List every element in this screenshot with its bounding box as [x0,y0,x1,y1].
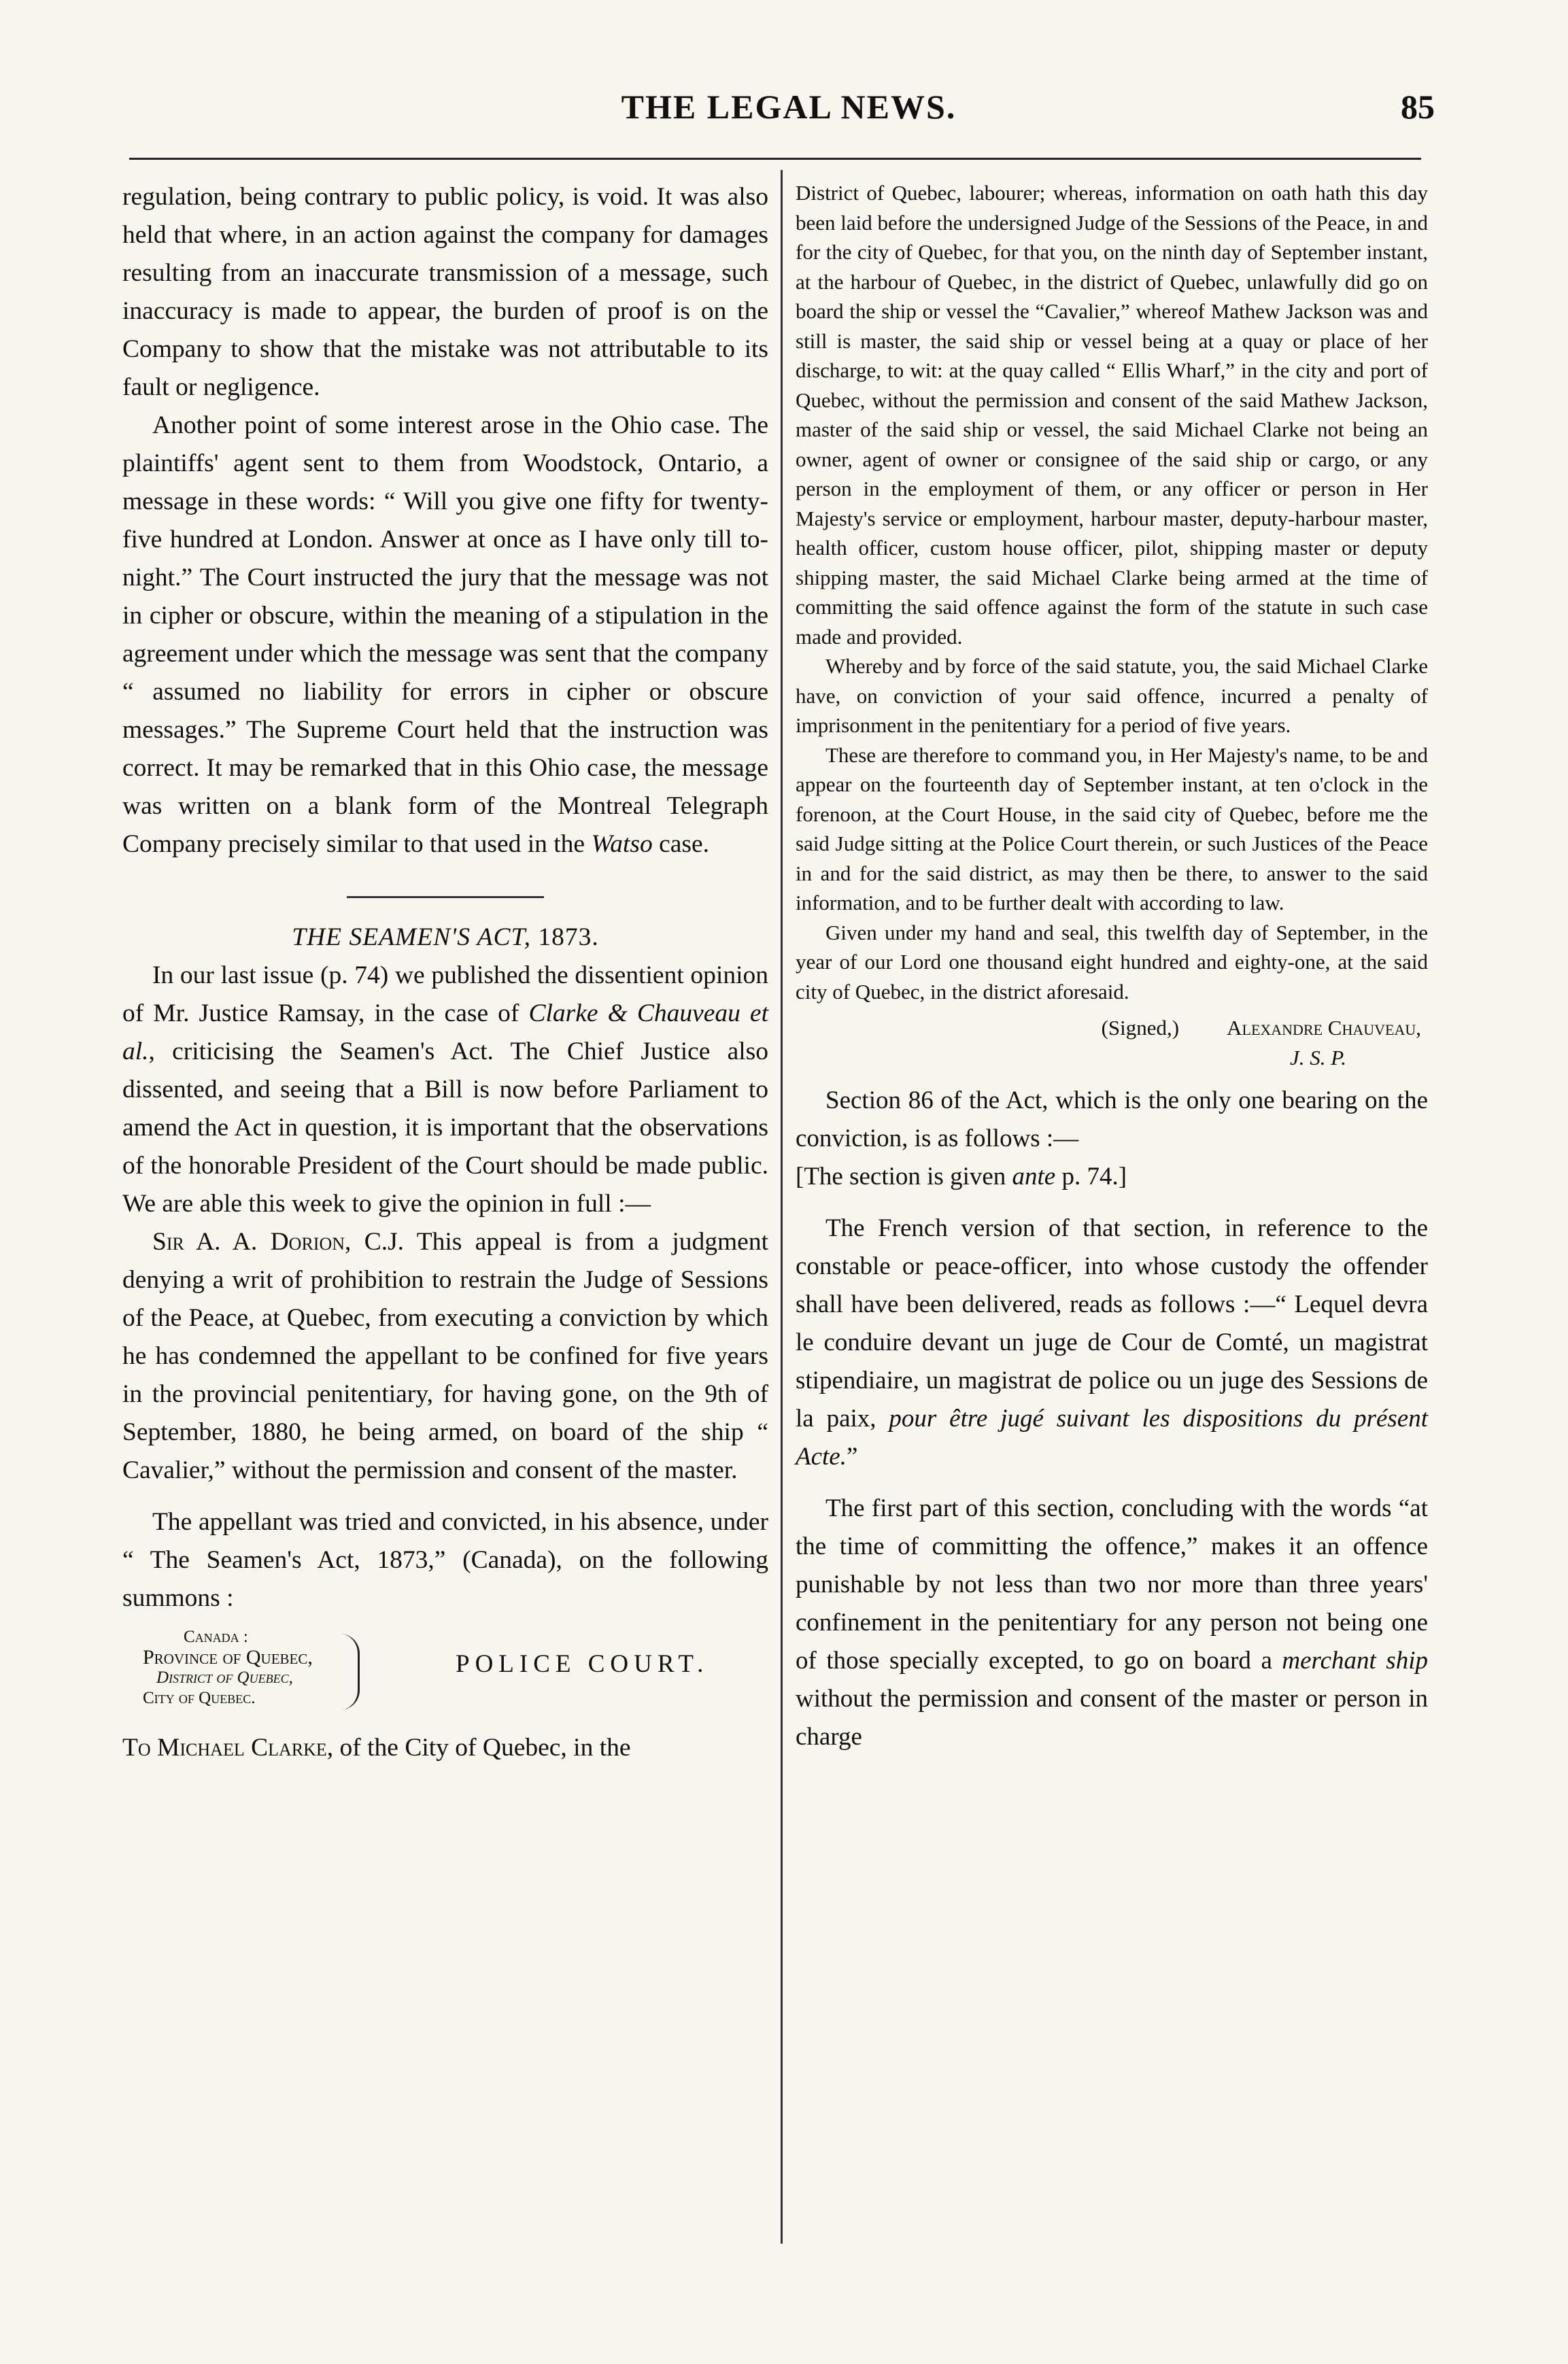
paragraph: Given under my hand and seal, this twelfth day of September, in the year of our Lord one thousand eight hundred and eighty-one, at the said city of Quebec, in the district aforesaid. [796,920,1428,1004]
paragraph: These are therefore to command you, in Her Majesty's name, to be and appear on the fourteenth day of September instant, at ten o'clock in the forenoon, at the Court House, in the said city of Quebec, before me the said Judge sitting at the Police Court therein, or such Justices of the Peace in and for the said district, as may then be there, to answer to the said information, and to be further dealt with according to law. [796,742,1428,914]
quotation-italic: pour être jugé suivant les dispositions du présent Acte. [796,1405,1428,1471]
signatory: Alexandre Chauveau, [1227,1016,1421,1040]
paragraph: The French version of that section, in reference to the constable or peace-officer, into whose custody the offender shall have been delivered, reads as follows :—“ Lequel devra le conduire devant un juge de Cour de Comté, un magistrat stipendiaire, un magistrat de police ou un juge des Sessions de la paix, pour être jugé suivant les dispositions du présent Acte.” [796,1214,1428,1471]
journal-title: THE LEGAL NEWS. [621,88,957,126]
caption-jurisdiction: Canada : Province of Quebec, District of Quebec, City of Quebec. [143,1628,313,1707]
right-column [796,178,1428,1756]
case-name: Clarke & Chauveau et al. [122,999,768,1065]
paragraph: Another point of some interest arose in the Ohio case. The plaintiffs' agent sent to them from Woodstock, Ontario, a message in these words: “ Will you give one fifty for twenty-five hundred at London. Answer at once as I have only till to-night.” The Court instructed the jury that the message was not in cipher or obscure, within the meaning of a stipulation in the agreement under which the message was sent that the company “ assumed no liability for errors in cipher or obscure messages.” The Supreme Court held that the instruction was correct. It may be remarked that in this Ohio case, the message was written on a blank form of the Montreal Telegraph Company precisely similar to that used in the Watso case. [122,411,768,858]
page-header [122,80,1455,141]
bracket-note: [The section is given ante p. 74.] [796,1163,1127,1190]
header-rule [129,158,1421,160]
column-divider [781,170,783,2244]
case-name: Watso [591,830,653,858]
summons-caption [122,1627,768,1729]
brace [340,1634,360,1710]
addressee-line: To Michael Clarke, of the City of Quebec, in the [122,1734,631,1762]
signature-line: (Signed,) Alexandre Chauveau, [1101,1016,1421,1040]
court-name: POLICE COURT. [456,1650,709,1678]
signatory-title: J. S. P. [1290,1045,1346,1069]
page-number: 85 [1401,88,1435,126]
paragraph: The first part of this section, concluding with the words “at the time of committing the offence,” makes it an offence punishable by not less than two nor more than three years' confinement in the penitentiary for any person not being one of those specially excepted, to go on board a merchant ship without the permission and consent of the master or person in charge [796,1494,1428,1751]
paragraph: The appellant was tried and convicted, in his absence, under “ The Seamen's Act, 1873,” (Canada), on the following summons : [122,1508,768,1612]
paragraph: Sir A. A. Dorion, C.J. This appeal is from a judgment denying a writ of prohibition to restrain the Judge of Sessions of the Peace, at Quebec, from executing a conviction by which he has condemned the appellant to be confined for five years in the provincial penitentiary, for having gone, on the 9th of September, 1880, he being armed, on board of the ship “ Cavalier,” without the permission and consent of the master. [122,1228,768,1484]
paragraph: regulation, being contrary to public policy, is void. It was also held that where, in an action against the company for damages resulting from an inaccurate transmission of a message, such inaccuracy is made to appear, the burden of proof is on the Company to show that the mistake was not attributable to its fault or negligence. [122,183,768,401]
summons-text [796,178,1428,1072]
paragraph: Whereby and by force of the said statute, you, the said Michael Clarke have, on conviction of your said offence, incurred a penalty of imprisonment in the penitentiary for a period of five years. [796,654,1428,737]
section-heading: THE SEAMEN'S ACT, 1873. [292,923,599,951]
body-text [796,1082,1428,1756]
judge-name: Sir A. A. Dorion [152,1228,345,1256]
left-column [122,178,768,1767]
paragraph: In our last issue (p. 74) we published the dissentient opinion of Mr. Justice Ramsay, in the case of Clarke & Chauveau et al., criticising the Seamen's Act. The Chief Justice also dissented, and seeing that a Bill is now before Parliament to amend the Act in question, it is important that the observations of the honorable President of the Court should be made public. We are able this week to give the opinion in full :— [122,961,768,1218]
section-separator [347,896,544,898]
paragraph: Section 86 of the Act, which is the only one bearing on the conviction, is as follows :— [796,1086,1428,1152]
paragraph: District of Quebec, labourer; whereas, information on oath hath this day been laid before the undersigned Judge of the Sessions of the Peace, in and for the city of Quebec, for that you, on the ninth day of September instant, at the harbour of Quebec, in the district of Quebec, unlawfully did go on board the ship or vessel the “Cavalier,” whereof Mathew Jackson was and still is master, the said ship or vessel being at a quay or place of her discharge, to wit: at the quay called “ Ellis Wharf,” in the city and port of Quebec, without the permission and consent of the said Mathew Jackson, master of the said ship or vessel, the said Michael Clarke not being an owner, agent of owner or consignee of the said ship or cargo, or any person in the employment of them, or any officer or person in Her Majesty's service or employment, harbour master, deputy-harbour master, health officer, custom house officer, pilot, shipping master or deputy shipping master, the said Michael Clarke being armed at the time of committing the said offence against the form of the statute in such case made and provided. [796,181,1428,649]
